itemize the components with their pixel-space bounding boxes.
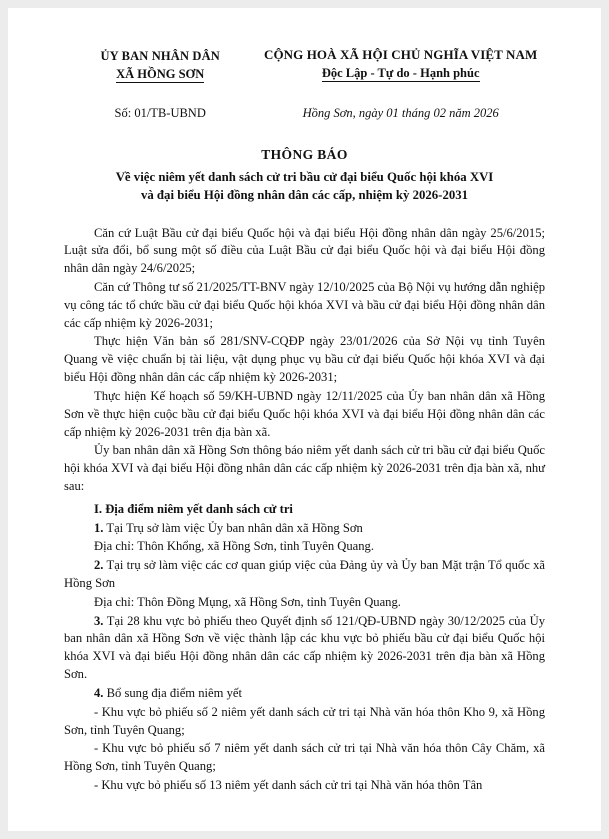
document-masthead [64, 46, 545, 84]
issuing-authority-line2 [64, 66, 256, 84]
document-body [64, 225, 545, 795]
national-title: CỘNG HOÀ XÃ HỘI CHỦ NGHĨA VIỆT NAM [263, 47, 538, 62]
document-subheader [64, 106, 545, 121]
place-and-date: Hồng Sơn, ngày 01 tháng 02 năm 2026 [302, 105, 499, 120]
list-item-2 [64, 557, 545, 593]
section-heading-1: I. Địa điểm niêm yết danh sách cử tri [94, 501, 293, 516]
document-subtitle-line1: Về việc niêm yết danh sách cử tri bầu cử đại biểu Quốc hội khóa XVI [115, 169, 494, 184]
list-item-3-text: Tại 28 khu vực bỏ phiếu theo Quyết định số 121/QĐ-UBND ngày 30/12/2025 của Ủy ban nhân dân xã Hồng Sơn về việc thành lập các khu vực bỏ phiếu bầu cử đại biểu Quốc hội khóa XVI và đại biểu Hội đồng nhân dân các cấp nhiệm kỳ 2026-2031 trên địa bàn xã Hồng Sơn. [64, 613, 545, 682]
list-item-4-text: Bổ sung địa điểm niêm yết [103, 685, 242, 700]
bullet-item-1: - Khu vực bỏ phiếu số 2 niêm yết danh sách cử tri tại Nhà văn hóa thôn Kho 9, xã Hồng Sơn, tỉnh Tuyên Quang; [64, 704, 545, 737]
document-page [8, 8, 601, 831]
legal-basis-paragraph-2: Căn cứ Thông tư số 21/2025/TT-BNV ngày 12/10/2025 của Bộ Nội vụ hướng dẫn nghiệp vụ công tác tổ chức bầu cử đại biểu Quốc hội khóa XVI và bầu cử đại biểu Hội đồng nhân dân các cấp nhiệm kỳ 2026-2031; [64, 280, 545, 330]
bullet-item-3: - Khu vực bỏ phiếu số 13 niêm yết danh sách cử tri tại Nhà văn hóa thôn Tân [94, 777, 483, 792]
national-heading-block [256, 46, 545, 83]
announcement-paragraph: Ủy ban nhân dân xã Hồng Sơn thông báo niêm yết danh sách cử tri bầu cử đại biểu Quốc hội khóa XVI và đại biểu Hội đồng nhân dân các cấp nhiệm kỳ 2026-2031 trên địa bàn xã, như sau: [64, 443, 545, 493]
list-item-1-text: Tại Trụ sở làm việc Ủy ban nhân dân xã Hồng Sơn [103, 520, 363, 535]
list-item-1-address: Địa chỉ: Thôn Khổng, xã Hồng Sơn, tỉnh Tuyên Quang. [94, 539, 374, 554]
national-motto-text: Độc Lập - Tự do - Hạnh phúc [321, 66, 480, 81]
list-item-2-address: Địa chỉ: Thôn Đồng Mụng, xã Hồng Sơn, tỉnh Tuyên Quang. [94, 594, 401, 609]
list-item-2-text: Tại trụ sở làm việc các cơ quan giúp việc của Đảng ủy và Ủy ban Mặt trận Tổ quốc xã Hồng Sơn [64, 558, 545, 591]
legal-basis-paragraph-4: Thực hiện Kế hoạch số 59/KH-UBND ngày 12/11/2025 của Ủy ban nhân dân xã Hồng Sơn về thực hiện cuộc bầu cử đại biểu Quốc hội khóa XVI và đại biểu Hội đồng nhân dân các cấp nhiệm kỳ 2026-2031 trên địa bàn xã. [64, 388, 545, 439]
page-content [8, 8, 601, 795]
list-item-1 [64, 520, 545, 538]
issuing-authority-line1: ỦY BAN NHÂN DÂN [100, 49, 220, 63]
legal-basis-paragraph-1: Căn cứ Luật Bầu cử đại biểu Quốc hội và đại biểu Hội đồng nhân dân ngày 25/6/2015; Luật sửa đổi, bổ sung một số điều của Luật Bầu cử đại biểu Quốc hội và đại biểu Hội đồng nhân dân ngày 24/6/2025; [64, 225, 545, 276]
list-item-4-number: 4. [94, 685, 104, 700]
issuing-authority-line2-text: XÃ HỒNG SƠN [116, 66, 205, 81]
list-item-1-number: 1. [94, 520, 104, 535]
legal-basis-paragraph-3: Thực hiện Văn bản số 281/SNV-CQĐP ngày 23/01/2026 của Sở Nội vụ tỉnh Tuyên Quang về việc chuẩn bị tài liệu, vật dụng phục vụ bầu cử đại biểu Quốc hội khóa XVI và đại biểu Hội đồng nhân dân các cấp nhiệm kỳ 2026-2031; [64, 334, 545, 385]
document-number: Số: 01/TB-UBND [114, 105, 206, 120]
document-subtitle-line2: và đại biểu Hội đồng nhân dân các cấp, nhiệm kỳ 2026-2031 [140, 188, 469, 203]
list-item-2-number: 2. [94, 558, 104, 573]
page-title: THÔNG BÁO [261, 146, 348, 162]
bullet-item-2: - Khu vực bỏ phiếu số 7 niêm yết danh sách cử tri tại Nhà văn hóa thôn Cây Chăm, xã Hồng Sơn, tỉnh Tuyên Quang; [64, 741, 545, 774]
list-item-3-number: 3. [94, 613, 104, 628]
list-item-4 [64, 685, 545, 703]
national-motto [256, 64, 545, 83]
issuing-authority-block [64, 46, 256, 84]
title-block [64, 147, 545, 205]
list-item-3 [64, 613, 545, 684]
